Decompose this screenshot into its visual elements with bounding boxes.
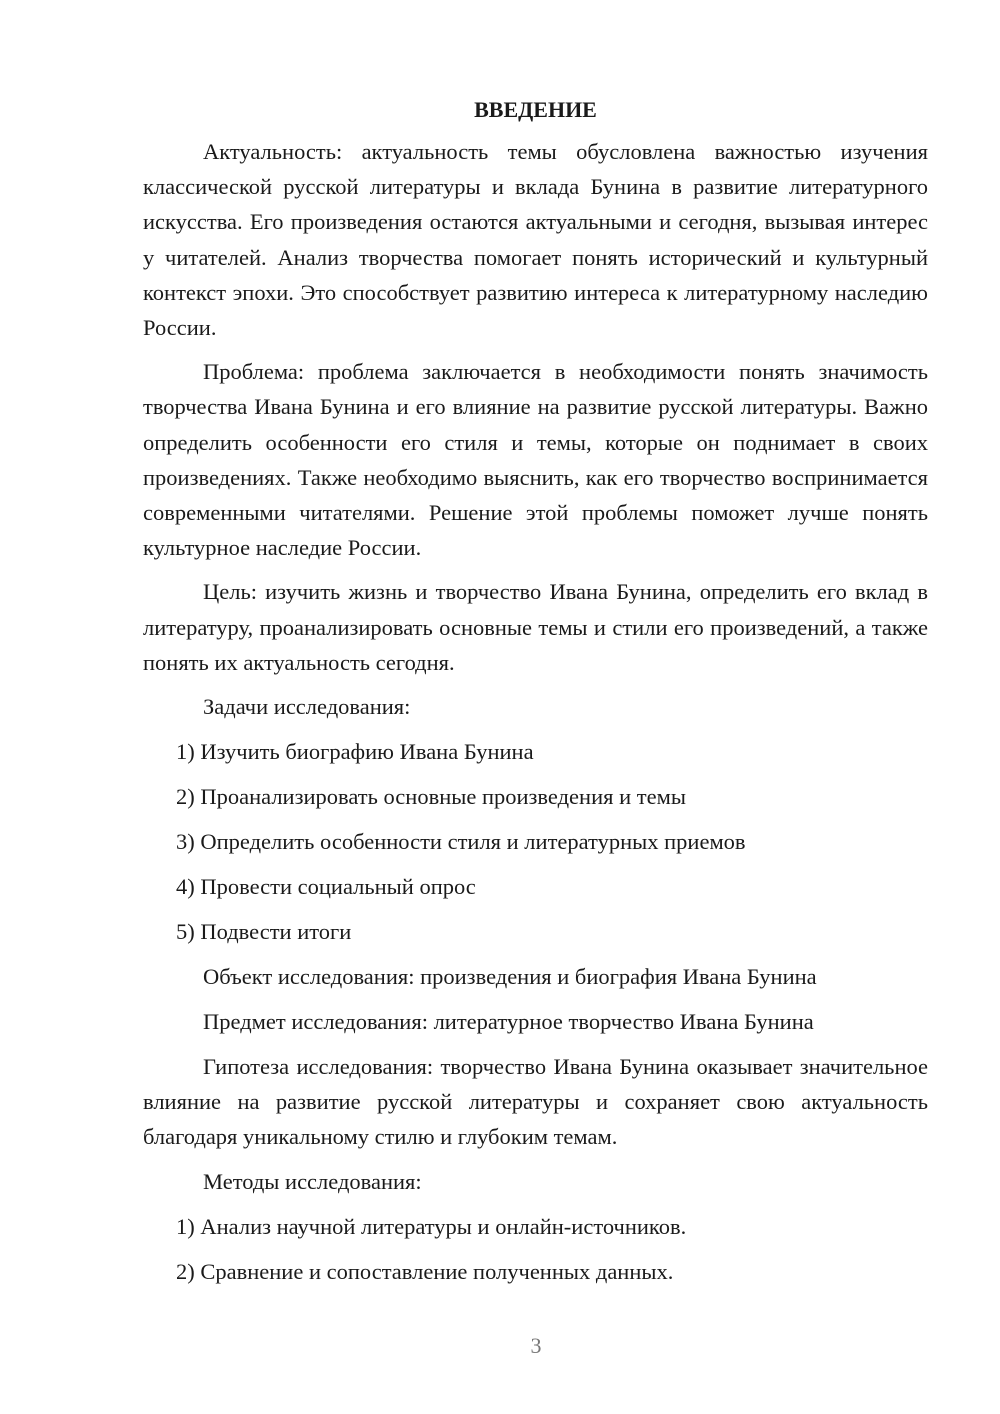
- tasks-heading: Задачи исследования:: [203, 694, 411, 720]
- page-number: 3: [530, 1333, 542, 1358]
- method-item: 2) Сравнение и сопоставление полученных данных.: [176, 1258, 674, 1284]
- research-object: Объект исследования: произведения и биография Ивана Бунина: [203, 964, 817, 990]
- problem-paragraph: Проблема: проблема заключается в необходимости понять значимость творчества Ивана Бунина и его влияние на развитие русской литературы. Важно определить особенности его стиля и темы, которые он поднимает в своих произведениях. Также необходимо выяснить, как его творчество воспринимается современными читателями. Решение этой проблемы поможет лучше понять культурное наследие России.: [143, 359, 928, 561]
- method-item: 1) Анализ научной литературы и онлайн-источников.: [176, 1213, 687, 1239]
- task-item: 5) Подвести итоги: [176, 919, 352, 945]
- task-item: 3) Определить особенности стиля и литературных приемов: [176, 829, 746, 855]
- research-subject: Предмет исследования: литературное творчество Ивана Бунина: [203, 1009, 814, 1035]
- task-item: 1) Изучить биографию Ивана Бунина: [176, 739, 534, 765]
- section-title: ВВЕДЕНИЕ: [474, 97, 597, 122]
- methods-heading: Методы исследования:: [203, 1168, 422, 1194]
- task-item: 4) Провести социальный опрос: [176, 874, 476, 900]
- document-page: [143, 92, 928, 1299]
- methods-list: [143, 1209, 928, 1289]
- relevance-paragraph: Актуальность: актуальность темы обусловлена важностью изучения классической русской литературы и вклада Бунина в развитие литературного искусства. Его произведения остаются актуальными и сегодня, вызывая интерес у читателей. Анализ творчества помогает понять исторический и культурный контекст эпохи. Это способствует развитию интереса к литературному наследию России.: [143, 139, 928, 341]
- hypothesis-paragraph: Гипотеза исследования: творчество Ивана Бунина оказывает значительное влияние на развитие русской литературы и сохраняет свою актуальность благодаря уникальному стилю и глубоким темам.: [143, 1054, 928, 1150]
- task-item: 2) Проанализировать основные произведения и темы: [176, 784, 686, 810]
- goal-paragraph: Цель: изучить жизнь и творчество Ивана Бунина, определить его вклад в литературу, проанализировать основные темы и стили его произведений, а также понять их актуальность сегодня.: [143, 579, 928, 675]
- tasks-list: [143, 734, 928, 949]
